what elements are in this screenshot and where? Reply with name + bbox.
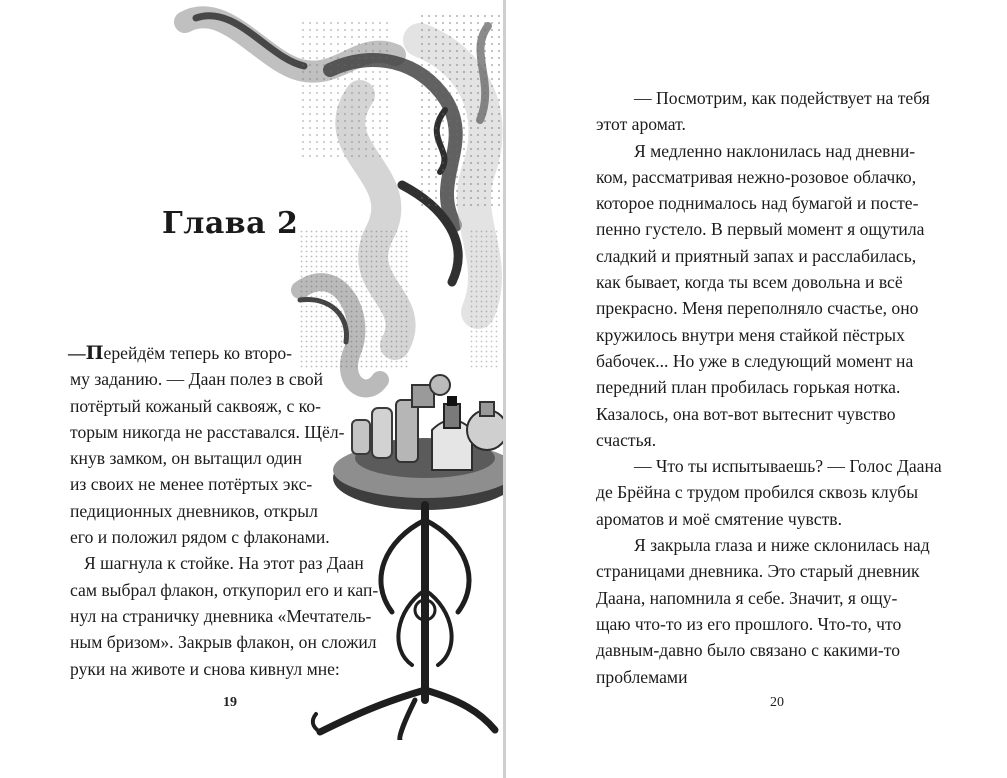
- text-line: ароматов и моё смятение чувств.: [596, 508, 842, 529]
- text-line: кнув замком, он вытащил один: [70, 448, 303, 469]
- text-line: бабочек... Но уже в следующий момент на: [596, 350, 914, 371]
- dropcap-letter: П: [85, 342, 104, 364]
- dropcap-dash: —: [68, 343, 86, 363]
- text-line: нул на страничку дневника «Мечтатель-: [70, 605, 372, 626]
- text-line: де Брёйна с трудом пробился сквозь клубы: [596, 482, 919, 503]
- text-line: сам выбрал флакон, откупорил его и кап-: [70, 579, 379, 600]
- text-line: Я шагнула к стойке. На этот раз Даан: [84, 553, 364, 574]
- text-line: как бывает, когда ты всем довольна и всё: [596, 272, 903, 293]
- page-number: 19: [223, 695, 237, 710]
- text-line: Казалось, она вот-вот вытеснит чувство: [596, 403, 896, 424]
- text-line: проблемами: [596, 666, 688, 687]
- text-line: ком, рассматривая нежно-розовое облачко,: [596, 166, 917, 187]
- text-line: му заданию. — Даан полез в свой: [70, 369, 324, 390]
- text-line: Я медленно наклонилась над дневни-: [634, 140, 916, 161]
- text-line: этот аромат.: [596, 114, 686, 135]
- text-line: его и положил рядом с флаконами.: [70, 527, 330, 548]
- text-line: кружилось внутри меня стайкой пёстрых: [596, 324, 905, 345]
- text-line: руки на животе и снова кивнул мне:: [70, 658, 340, 679]
- text-line: щаю что-то из его прошлого. Что-то, что: [596, 613, 902, 634]
- left-page-text: [70, 340, 378, 682]
- text-line: ным бризом». Закрыв флакон, он сложил: [70, 632, 377, 653]
- text-line: Даана, напомнила я себе. Значит, я ощу-: [596, 587, 898, 608]
- text-line: торым никогда не расставался. Щёл-: [70, 421, 345, 442]
- text-line: Я закрыла глаза и ниже склонилась над: [634, 535, 930, 556]
- text-line: — Что ты испытываешь? — Голос Даана: [634, 456, 942, 477]
- right-page-text: [596, 85, 942, 690]
- chapter-title: Глава 2: [162, 206, 299, 241]
- text-line: пенно густело. В первый момент я ощутила: [596, 219, 925, 240]
- text-line: передний план пробилась горькая нотка.: [596, 377, 901, 398]
- left-page: [0, 0, 503, 778]
- text-line: из своих не менее потёртых экс-: [70, 474, 313, 495]
- text-line: давным-давно было связано с какими-то: [596, 640, 900, 661]
- text-line: — Посмотрим, как подействует на тебя: [634, 88, 930, 108]
- page-number: 20: [770, 695, 784, 710]
- text-line: потёртый кожаный саквояж, с ко-: [70, 395, 321, 416]
- text-line: сладкий и приятный запах и расслабилась,: [596, 245, 917, 266]
- text-line: прекрасно. Меня переполняло счастье, оно: [596, 298, 919, 319]
- text-line: педиционных дневников, открыл: [70, 500, 318, 521]
- text-line: счастья.: [596, 429, 657, 450]
- text-line-first: [68, 340, 376, 366]
- first-line-rest: ерейдём теперь ко второ-: [103, 343, 293, 363]
- text-line: которое поднималось над бумагой и посте-: [596, 193, 919, 214]
- text-line: страницами дневника. Это старый дневник: [596, 561, 920, 582]
